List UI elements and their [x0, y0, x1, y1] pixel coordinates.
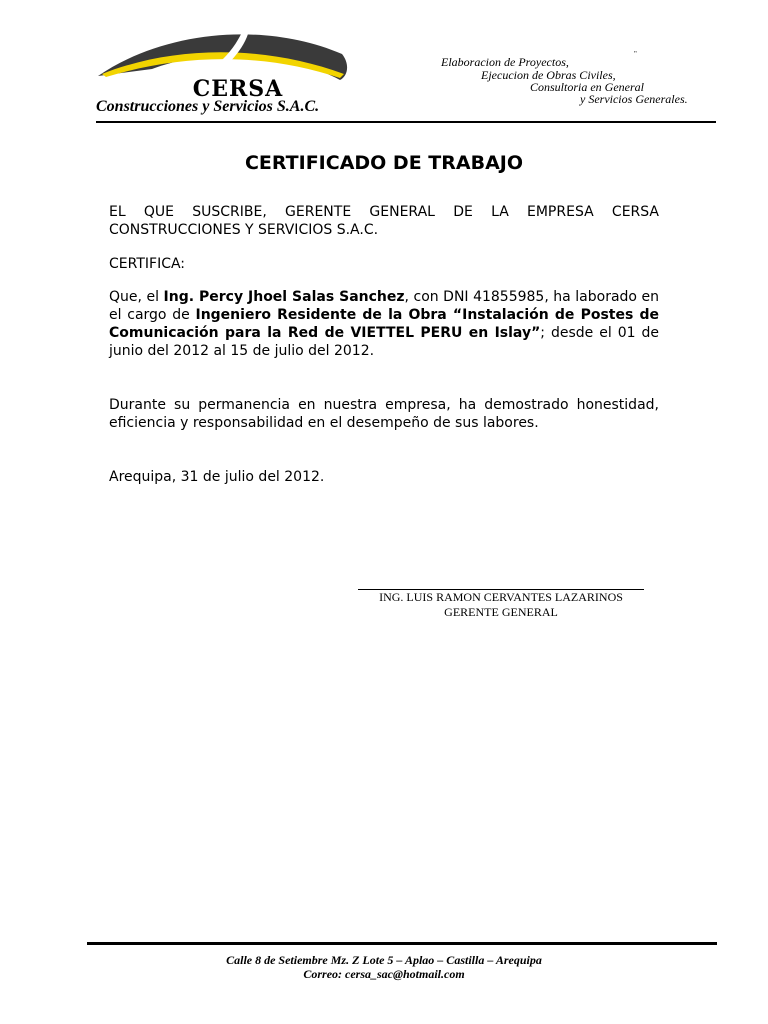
footer-divider — [87, 942, 717, 945]
place-date: Arequipa, 31 de julio del 2012. — [109, 469, 325, 485]
intro-paragraph: EL QUE SUSCRIBE, GERENTE GENERAL DE LA EMPRESA CERSA CONSTRUCCIONES Y SERVICIOS S.A.C. — [109, 204, 659, 238]
signatory-name: ING. LUIS RAMON CERVANTES LAZARINOS — [379, 590, 623, 604]
service-line-4: y Servicios Generales. — [580, 92, 688, 106]
logo-subtitle: Construcciones y Servicios S.A.C. — [96, 98, 320, 115]
document-title: CERTIFICADO DE TRABAJO — [244, 152, 524, 174]
service-line-1: Elaboracion de Proyectos, — [441, 55, 569, 69]
signatory-role: GERENTE GENERAL — [444, 605, 558, 619]
text-segment: , con DNI 41855985, ha laborado en el cargo de — [109, 289, 660, 323]
certifica-heading: CERTIFICA: — [109, 256, 186, 272]
header-mark: " — [634, 50, 637, 58]
text-segment: ; desde el 01 de junio del 2012 al 15 de julio del 2012. — [109, 325, 659, 359]
employee-role: Ingeniero Residente de la Obra “Instalación de Postes de Comunicación para la Red de VIETTEL PERU en Islay” — [109, 307, 659, 341]
service-line-2: Ejecucion de Obras Civiles, — [481, 68, 616, 82]
header-divider — [96, 121, 716, 123]
certification-paragraph — [109, 288, 659, 360]
service-line-3: Consultoria en General — [530, 80, 644, 94]
employee-name: Ing. Percy Jhoel Salas Sanchez — [163, 289, 405, 305]
footer-email: Correo: cersa_sac@hotmail.com — [303, 967, 465, 981]
text-segment: Que, el — [109, 289, 164, 305]
logo-name: CERSA — [192, 76, 284, 102]
conduct-paragraph: Durante su permanencia en nuestra empresa, ha demostrado honestidad, eficiencia y responsabilidad en el desempeño de sus labores. — [109, 397, 659, 431]
footer-address: Calle 8 de Setiembre Mz. Z Lote 5 – Aplao – Castilla – Arequipa — [226, 953, 542, 967]
